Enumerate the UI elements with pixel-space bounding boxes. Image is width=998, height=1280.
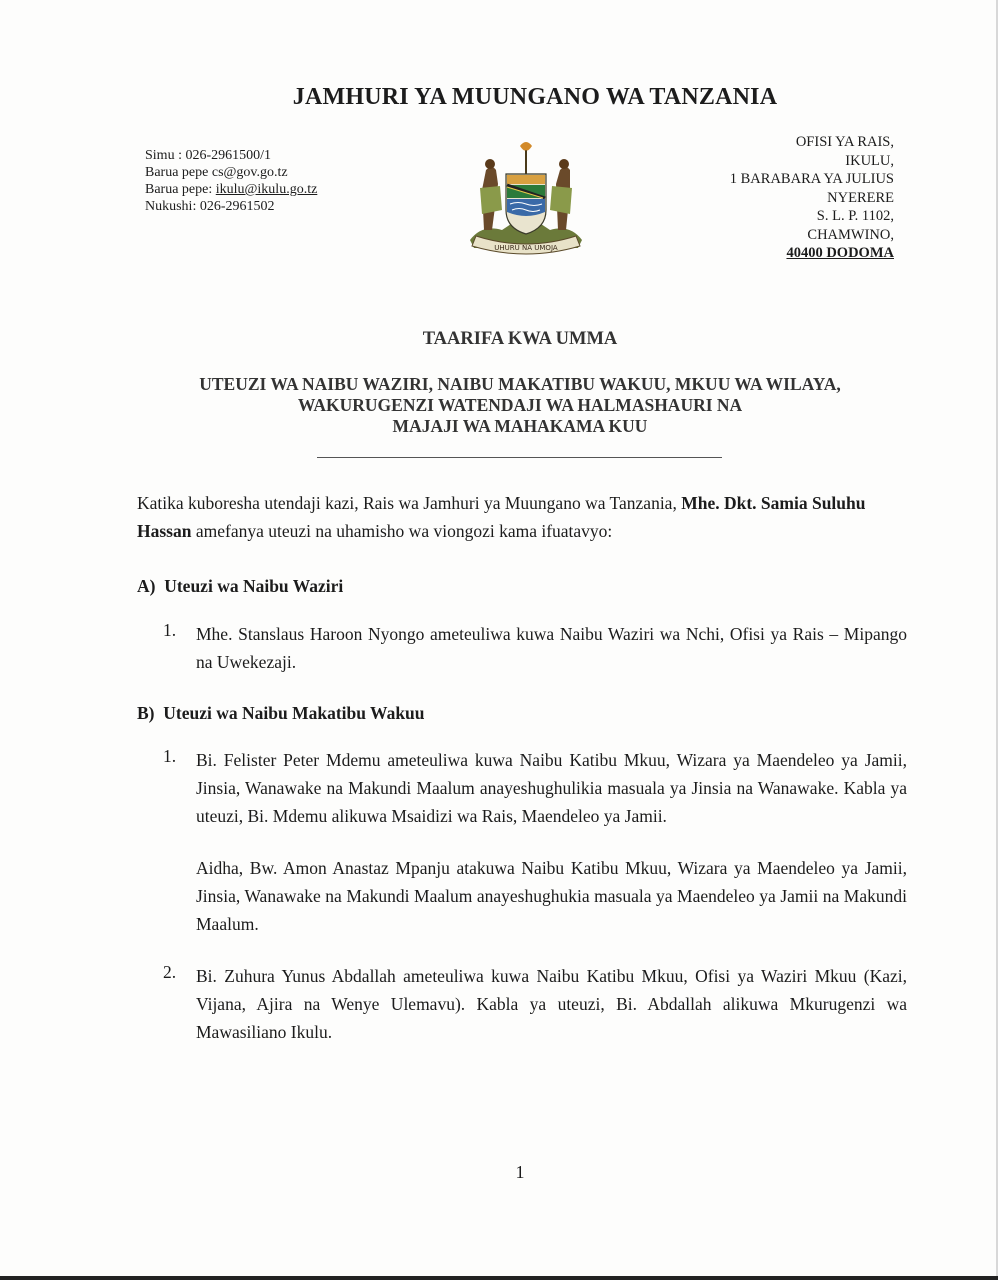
subject-line-1: UTEUZI WA NAIBU WAZIRI, NAIBU MAKATIBU WAKUU, MKUU WA WILAYA,	[199, 374, 841, 394]
address-line-6: CHAMWINO,	[807, 226, 894, 243]
list-item-continuation: Aidha, Bw. Amon Anastaz Mpanju atakuwa Naibu Katibu Mkuu, Wizara ya Maendeleo ya Jamii, Jinsia, Wanawake na Makundi Maalum anayeshughukia masuala ya Maendeleo ya Jamii na Makundi Maalum.	[196, 858, 907, 934]
address-block	[730, 133, 894, 263]
address-line-7: 40400 DODOMA	[786, 245, 894, 261]
list-item: Bi. Felister Peter Mdemu ameteuliwa kuwa Naibu Katibu Mkuu, Wizara ya Maendeleo ya Jamii, Jinsia, Wanawake na Makundi Maalum anayeshughulikia masuala ya Jinsia na Wanawake. Kabla ya uteuzi, Bi. Mdemu alikuwa Msaidizi wa Rais, Maendeleo ya Jamii.	[196, 750, 907, 826]
heading-divider	[317, 457, 722, 458]
address-line-1: OFISI YA RAIS,	[795, 134, 894, 150]
fax-line: Nukushi: 026-2961502	[145, 199, 275, 214]
contact-block	[145, 147, 317, 215]
address-line-2: IKULU,	[845, 152, 894, 169]
list-item: Mhe. Stanslaus Haroon Nyongo ameteuliwa kuwa Naibu Waziri wa Nchi, Ofisi ya Rais – Mipango na Uwekezaji.	[196, 624, 907, 672]
email-line-1: Barua pepe cs@gov.go.tz	[145, 165, 288, 180]
list-item-number: 2.	[163, 962, 177, 982]
page-number: 1	[515, 1162, 525, 1182]
president-name: Mhe. Dkt. Samia Suluhu Hassan	[137, 493, 866, 541]
notice-heading: TAARIFA KWA UMMA	[422, 329, 618, 349]
section-a-heading: A) Uteuzi wa Naibu Waziri	[137, 576, 344, 596]
coat-of-arms-emblem-icon	[462, 140, 590, 258]
address-line-3: 1 BARABARA YA JULIUS	[729, 171, 894, 187]
subject-line-2: WAKURUGENZI WATENDAJI WA HALMASHAURI NA	[297, 395, 743, 415]
list-item-number: 1.	[163, 746, 177, 766]
page-edge-bottom	[0, 1276, 998, 1280]
list-item-number: 1.	[163, 620, 177, 640]
list-item: Bi. Zuhura Yunus Abdallah ameteuliwa kuwa Naibu Katibu Mkuu, Ofisi ya Waziri Mkuu (Kazi, Vijana, Ajira na Wenye Ulemavu). Kabla ya uteuzi, Bi. Abdallah alikuwa Mkurugenzi wa Mawasiliano Ikulu.	[196, 966, 907, 1042]
address-line-5: S. L. P. 1102,	[816, 208, 894, 224]
subject-heading	[0, 374, 998, 437]
address-line-4: NYERERE	[827, 189, 894, 206]
phone-line: Simu : 026-2961500/1	[145, 148, 272, 163]
subject-line-3: MAJAJI WA MAHAKAMA KUU	[392, 416, 648, 436]
republic-title: JAMHURI YA MUUNGANO WA TANZANIA	[292, 84, 778, 110]
section-b-heading: B) Uteuzi wa Naibu Makatibu Wakuu	[137, 703, 425, 723]
email-line-2: Barua pepe: ikulu@ikulu.go.tz	[145, 182, 318, 197]
emblem-ribbon-text: UHURU NA UMOJA	[494, 244, 558, 252]
intro-paragraph: Katika kuboresha utendaji kazi, Rais wa Jamhuri ya Muungano wa Tanzania, Mhe. Dkt. Samia Suluhu Hassan amefanya uteuzi na uhamisho wa viongozi kama ifuatavyo:	[137, 493, 866, 541]
email-link[interactable]: ikulu@ikulu.go.tz	[215, 182, 318, 197]
